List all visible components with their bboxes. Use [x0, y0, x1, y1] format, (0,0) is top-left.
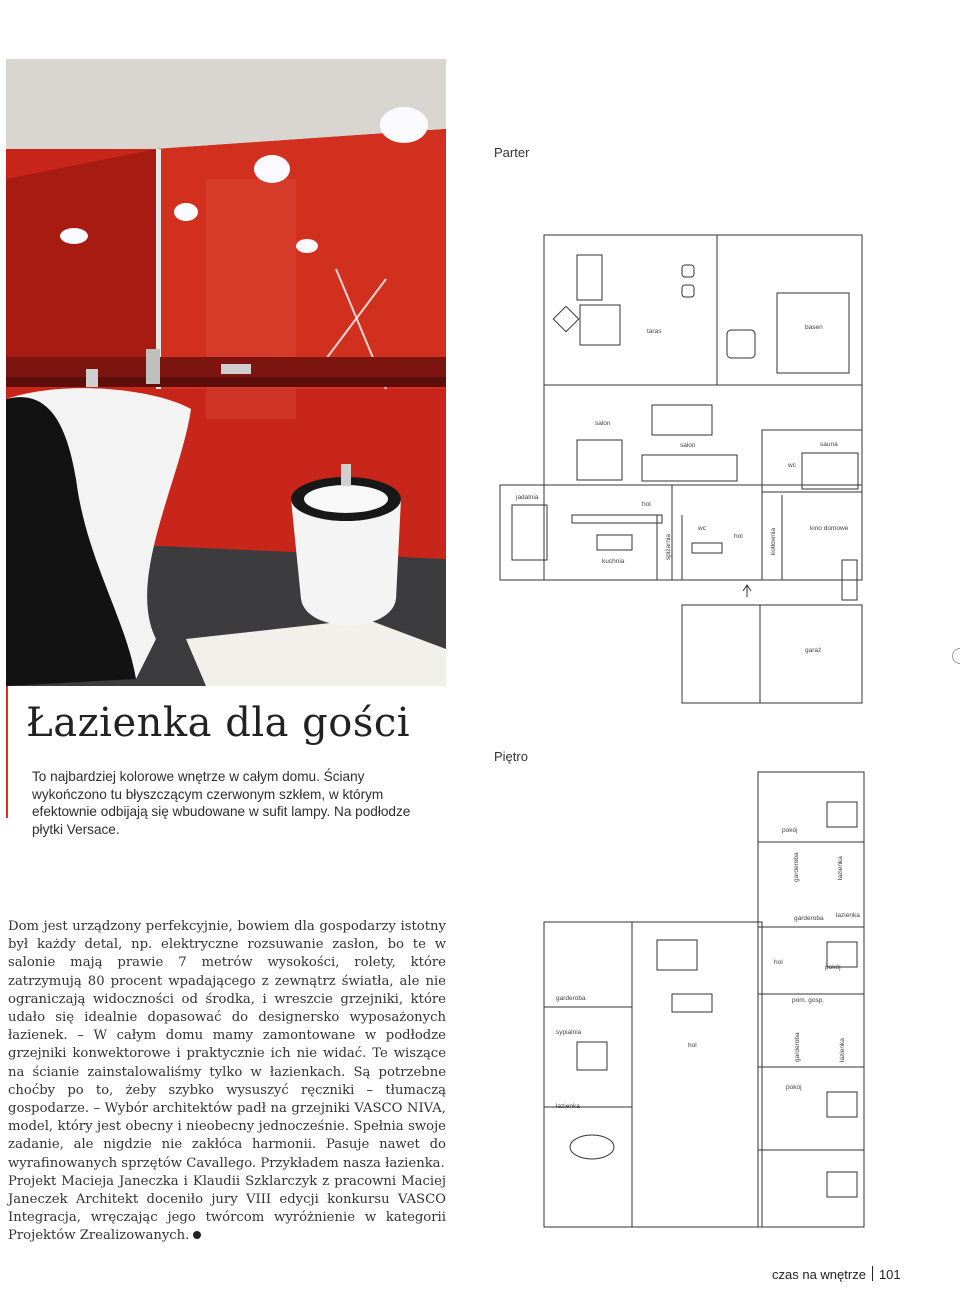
photo-caption: To najbardziej kolorowe wnętrze w całym domu. Ściany wykończono tu błyszczącym czerwonym szkłem, w którym efektownie odbijają się wbudowane w sufit lampy. Na podłodze płytki Versace.	[32, 769, 411, 837]
room-label: pokój	[786, 1084, 802, 1091]
room-label: spiżarnia	[665, 533, 672, 560]
footer-separator	[872, 1266, 873, 1281]
room-label: garderoba	[793, 852, 800, 882]
room-label: hol	[688, 1042, 697, 1049]
body-paragraph-text: Projekt Macieja Janeczka i Klaudii Szklarczyk z pracowni Maciej Janeczek Architekt doceniło jury VIII edycji konkursu VASCO Integracja, wręczając jego twórcom wyróżnienie w kategorii Projektów Zrealizowanych.	[8, 1173, 446, 1244]
room-label: jadalnia	[516, 494, 539, 501]
room-label: pokój	[825, 964, 841, 971]
upper-floor-title: Piętro	[494, 749, 528, 764]
page-footer	[772, 1266, 901, 1282]
room-label: łazienka	[556, 1103, 580, 1110]
magazine-name: czas na wnętrze	[772, 1267, 866, 1282]
room-label: garderoba	[794, 915, 824, 922]
room-label: hol	[734, 533, 743, 540]
room-label: wc	[788, 462, 796, 469]
room-label: salon	[680, 442, 696, 449]
ground-floor-title: Parter	[494, 145, 530, 160]
ground-floor-plan	[492, 225, 872, 710]
end-mark-icon	[193, 1231, 201, 1239]
room-label: kino domowe	[810, 525, 849, 532]
caption-accent-line	[6, 686, 8, 818]
room-label: kuchnia	[602, 558, 625, 565]
room-label: basen	[805, 324, 823, 331]
room-label: pokój	[782, 827, 798, 834]
room-label: łazienka	[837, 856, 844, 880]
room-label: pom. gosp.	[792, 997, 825, 1004]
room-label: hol	[774, 959, 783, 966]
room-label: sauna	[820, 441, 838, 448]
headline: Łazienka dla gości	[26, 700, 411, 746]
room-label: wc	[698, 525, 706, 532]
room-label: garaż	[805, 647, 822, 654]
room-label: garderoba	[794, 1032, 801, 1062]
page-number: 101	[878, 1267, 901, 1282]
registration-mark-icon	[952, 648, 960, 664]
room-label: łazienka	[839, 1038, 846, 1062]
bathroom-photo	[6, 59, 446, 686]
article-body	[8, 918, 446, 1246]
room-label: garderoba	[556, 995, 586, 1002]
room-label: łazienka	[836, 912, 860, 919]
room-label: salon	[595, 420, 611, 427]
body-paragraph	[8, 1173, 446, 1246]
body-paragraph: Dom jest urządzony perfekcyjnie, bowiem dla gospodarzy istotny był każdy detal, np. elektryczne rozsuwanie zasłon, bo te w salonie mają prawie 7 metrów wysokości, rolety, które zatrzymują 80 procent wpadającego z zewnątrz światła, ale nie ograniczają widoczności od środka, i wreszcie grzejniki, które udało się idealnie dopasować do designersko wyposażonych łazienek. – W całym domu mamy zamontowane w podłodze grzejniki konwektorowe i praktycznie ich nie widać. Te wiszące na ścianie zainstalowaliśmy tylko w łazienkach. Są potrzebne choćby po to, żeby szybko wysuszyć ręczniki – tłumaczą gospodarze. – Wybór architektów padł na grzejniki VASCO NIVA, model, który jest obecny i nieobecny jednocześnie. Spełnia swoje zadanie, ale nigdzie nie zakłóca harmonii. Pasuje nawet do wyrafinowanych sprzętów Cavallego. Przykładem nasza łazienka.	[8, 919, 446, 1171]
room-label: sypialnia	[556, 1029, 582, 1036]
upper-floor-plan	[492, 762, 872, 1237]
room-label: kotłownia	[770, 527, 777, 555]
room-label: hol	[642, 501, 651, 508]
room-label: taras	[647, 328, 662, 335]
